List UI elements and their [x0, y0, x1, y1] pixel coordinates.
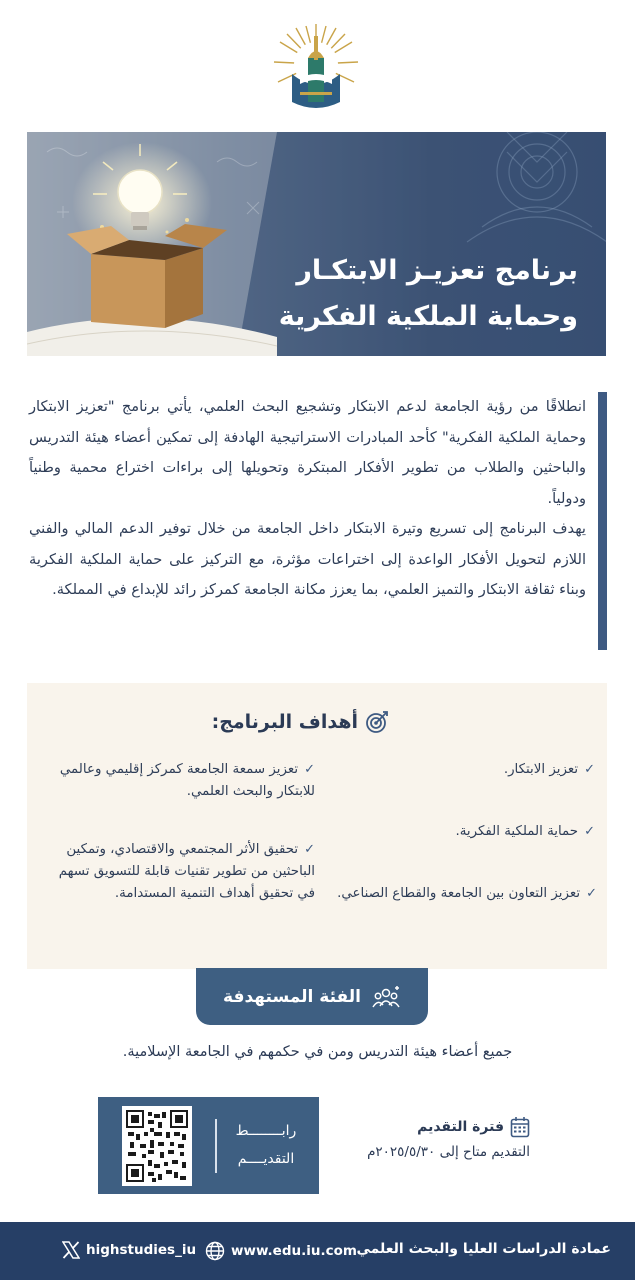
check-icon: ✓ — [586, 886, 597, 901]
target-icon — [364, 709, 390, 735]
target-group-title: الفئة المستهدفة — [223, 986, 361, 1007]
divider — [215, 1119, 217, 1173]
target-group-heading — [196, 968, 428, 1025]
program-title-line1: برنامج تعزيـز الابتكـار — [296, 255, 578, 286]
goals-section — [27, 683, 607, 969]
hero-banner — [27, 132, 606, 356]
check-icon: ✓ — [584, 762, 595, 777]
goal-text: تعزيز التعاون بين الجامعة والقطاع الصناعي. — [337, 886, 581, 901]
target-group-description: جميع أعضاء هيئة التدريس ومن في حكمهم في الجامعة الإسلامية. — [122, 1044, 513, 1060]
apply-link-line1: رابــــــــط — [235, 1123, 297, 1139]
application-period — [360, 1116, 530, 1160]
program-title — [248, 248, 578, 340]
goal-text: تحقيق الأثر المجتمعي والاقتصادي، وتمكين الباحثين من تطوير تقنيات قابلة للتسويق تسهم في تحقيق أهداف التنمية المستدامة. — [58, 842, 315, 901]
goals-heading-text: أهداف البرنامج: — [211, 711, 358, 733]
goal-item — [345, 821, 595, 843]
goal-item — [345, 759, 595, 781]
apply-link-label — [231, 1117, 301, 1173]
social-handle: highstudies_iu — [86, 1242, 197, 1258]
apply-link-line2: التقديــــم — [237, 1151, 295, 1167]
goals-heading — [212, 709, 390, 735]
goal-item — [39, 759, 315, 803]
check-icon: ✓ — [304, 842, 315, 857]
goal-item — [39, 839, 315, 905]
website-link[interactable] — [205, 1241, 357, 1261]
intro-paragraph-2: يهدف البرنامج إلى تسريع وتيرة الابتكار داخل الجامعة من خلال توفير الدعم المالي والفني اللازم لتحويل الأفكار الواعدة إلى اختراعات مؤثرة، مع التركيز على حماية الملكية الفكرية وبناء ثقافة الابتكار والتميز العلمي، بما يعزز مكانة الجامعة كمركز رائد للإبداع في المملكة. — [29, 520, 586, 598]
university-logo — [270, 18, 362, 118]
goal-text: تعزيز الابتكار. — [503, 762, 579, 777]
period-label: فترة التقديم — [417, 1119, 504, 1135]
goal-item — [335, 883, 597, 905]
x-logo-icon — [62, 1241, 80, 1259]
goal-text: تعزيز سمعة الجامعة كمركز إقليمي وعالمي للابتكار والبحث العلمي. — [59, 762, 315, 799]
calendar-icon — [510, 1116, 530, 1138]
qr-code[interactable] — [122, 1106, 192, 1186]
goal-text: حماية الملكية الفكرية. — [455, 824, 579, 839]
people-group-icon — [371, 984, 401, 1010]
period-text: التقديم متاح إلى ٢٠٢٥/٥/٣٠م — [367, 1144, 530, 1160]
program-title-line2: وحماية الملكية الفكرية — [278, 301, 578, 332]
social-link[interactable] — [62, 1241, 196, 1259]
apply-link-box[interactable] — [98, 1097, 319, 1194]
website-text: www.edu.iu.com — [231, 1243, 357, 1259]
intro-paragraph-1: انطلاقًا من رؤية الجامعة لدعم الابتكار وتشجيع البحث العلمي، يأتي برنامج "تعزيز الابتكار وحماية الملكية الفكرية" كأحد المبادرات الاستراتيجية الهادفة إلى تمكين أعضاء هيئة التدريس والباحثين والطلاب من تطوير الأفكار المبتكرة وتحويلها إلى براءات اختراع محمية وطنياً ودولياً. — [29, 398, 586, 507]
check-icon: ✓ — [304, 762, 315, 777]
program-intro — [27, 392, 607, 650]
check-icon: ✓ — [584, 824, 595, 839]
deanship-name: عمادة الدراسات العليا والبحث العلمي — [356, 1241, 611, 1257]
footer-bar — [0, 1222, 635, 1280]
globe-icon — [205, 1241, 225, 1261]
